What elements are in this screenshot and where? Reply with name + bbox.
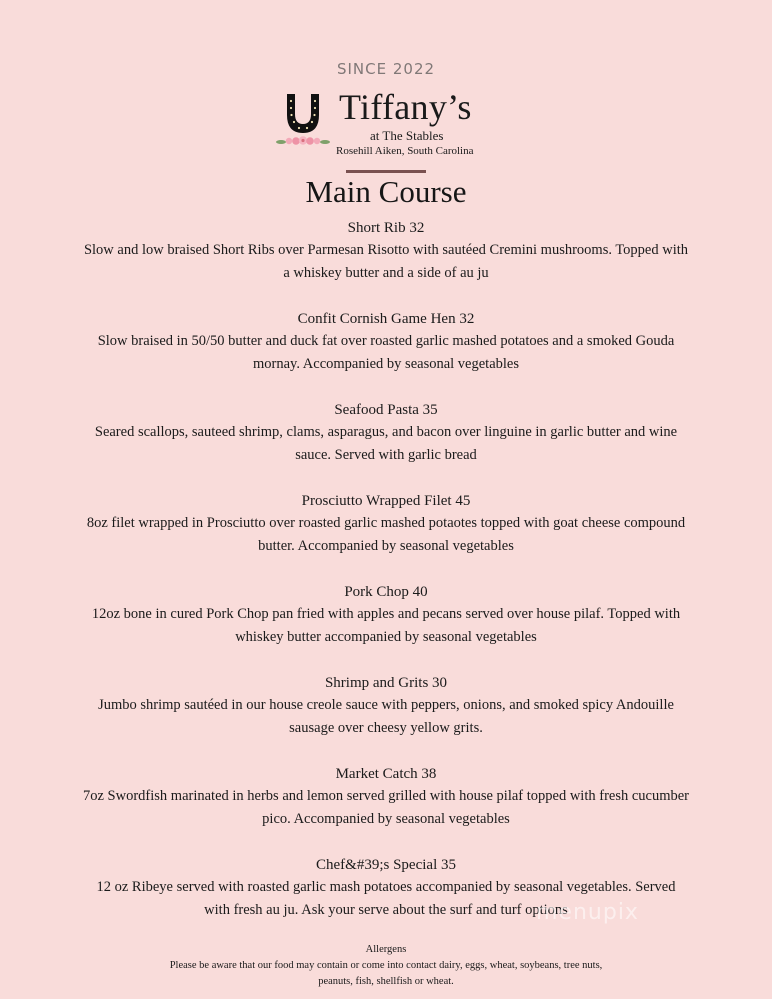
item-description-line: a whiskey butter and a side of au ju [283, 264, 489, 281]
watermark: menupix [536, 900, 639, 925]
menu-item [40, 763, 732, 854]
since-label: SINCE 2022 [336, 60, 436, 78]
item-description-line: 8oz filet wrapped in Prosciutto over roasted garlic mashed potaotes topped with goat cheese compound [86, 515, 686, 531]
allergens-title: Allergens [365, 944, 407, 955]
item-description-line: 12 oz Ribeye served with roasted garlic mash potatoes accompanied by seasonal vegetables. Served [96, 879, 676, 895]
item-description-line: butter. Accompanied by seasonal vegetables [258, 537, 514, 554]
menu-item [40, 490, 732, 581]
item-name: Market Catch 38 [335, 766, 437, 782]
item-name: Shrimp and Grits 30 [324, 675, 448, 691]
restaurant-logo [275, 88, 500, 160]
menu-item [40, 399, 732, 490]
brand-subtitle: at The Stables [370, 128, 444, 143]
item-description-line: 12oz bone in cured Pork Chop pan fried with apples and pecans served over house pilaf. Topped with [91, 606, 681, 622]
item-description-line: with fresh au ju. Ask your serve about the surf and turf options [204, 901, 568, 918]
item-name: Confit Cornish Game Hen 32 [297, 311, 475, 327]
item-description-line: pico. Accompanied by seasonal vegetables [262, 810, 510, 827]
item-name: Chef&#39;s Special 35 [316, 857, 456, 873]
allergens-notice [0, 942, 772, 990]
menu-items [40, 217, 732, 945]
item-description-line: mornay. Accompanied by seasonal vegetables [252, 355, 519, 372]
item-description-line: Slow and low braised Short Ribs over Parmesan Risotto with sautéed Cremini mushrooms. Topped with [83, 242, 689, 258]
item-description-line: whiskey butter accompanied by seasonal vegetables [235, 628, 537, 645]
item-description-line: sausage over cheesy yellow grits. [289, 719, 483, 736]
item-name: Seafood Pasta 35 [334, 402, 438, 418]
item-description-line: sauce. Served with garlic bread [295, 446, 477, 463]
item-description-line: Jumbo shrimp sautéed in our house creole sauce with peppers, onions, and smoked spicy Andouille [98, 697, 674, 713]
menu-item [40, 308, 732, 399]
item-name: Prosciutto Wrapped Filet 45 [301, 493, 471, 509]
brand-name: Tiffany’s [339, 87, 472, 127]
section-title: Main Course [305, 174, 467, 209]
brand-location: Rosehill Aiken, South Carolina [336, 145, 474, 157]
menu-item [40, 217, 732, 308]
menu-item [40, 672, 732, 763]
allergens-line: Please be aware that our food may contain or come into contact dairy, eggs, wheat, soybeans, tree nuts, [169, 960, 603, 971]
item-description-line: Slow braised in 50/50 butter and duck fat over roasted garlic mashed potatoes and a smoked Gouda [97, 333, 675, 349]
item-name: Pork Chop 40 [344, 584, 428, 600]
roses-icon [275, 134, 331, 148]
allergens-line: peanuts, fish, shellfish or wheat. [318, 976, 454, 987]
horseshoe-icon [283, 92, 323, 136]
item-name: Short Rib 32 [347, 220, 425, 236]
item-description-line: Seared scallops, sauteed shrimp, clams, asparagus, and bacon over linguine in garlic butter and wine [94, 424, 678, 440]
menu-item [40, 581, 732, 672]
item-description-line: 7oz Swordfish marinated in herbs and lemon served grilled with house pilaf topped with fresh cucumber [82, 788, 690, 804]
title-divider [346, 170, 426, 173]
